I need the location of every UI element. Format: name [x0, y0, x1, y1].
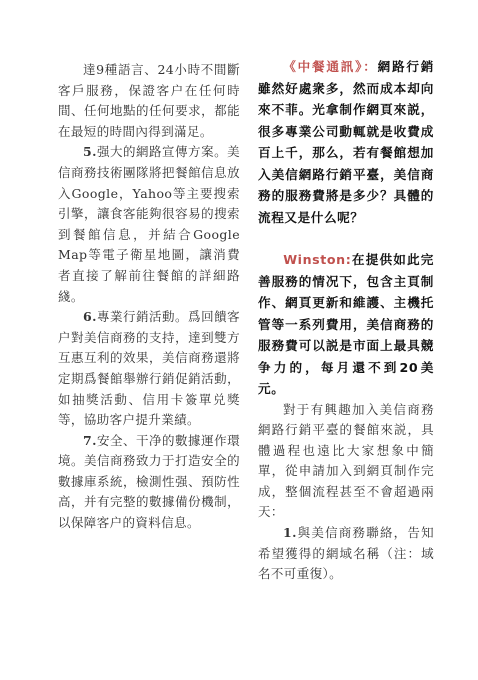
list-item-6-text: 專業行銷活動。爲回饋客户對美信商務的支持，達到雙方互惠互利的效果，美信商務還將定期爲餐館舉辦行銷促銷活動，如抽獎活動、信用卡簽單兑獎等，協助客户提升業績。 — [58, 309, 240, 428]
list-item-5-text: 强大的網路宣傳方案。美信商務技術團隊將把餐館信息放入Google，Yahoo等主要搜索引擎，讓食客能夠很容易的搜索到餐館信息，并結合Google Map等電子衛星地圖，讓消費者直接了解前往餐館的詳細路綫。 — [58, 144, 240, 304]
left-column — [58, 60, 240, 534]
step-1-text: 與美信商務聯絡，告知希望獲得的網域名稱（注：域名不可重復）。 — [258, 525, 434, 582]
paragraph-service-text: 達9種語言、24小時不間斷客戶服務，保證客户在任何時間、任何地點的任何要求，都能在最短的時間內得到滿足。 — [58, 62, 240, 139]
list-item-7-number: 7. — [83, 432, 97, 448]
list-item-6 — [58, 307, 240, 431]
list-item-5 — [58, 142, 240, 307]
question-text: 網路行銷雖然好處衆多，然而成本却向來不菲。光拿制作網頁來説，很多專業公司動輒就是收費成百上千，那么，若有餐館想加入美信網路行銷平臺，美信商務的服務費將是多少？具體的流程又是什么呢？ — [258, 59, 434, 225]
question-colon: ： — [363, 59, 378, 74]
step-1-number: 1. — [283, 525, 297, 541]
paragraph-gap — [258, 228, 434, 249]
paragraph-join-process-text: 對于有興趣加入美信商務網路行銷平臺的餐館來説，具體過程也遠比大家想象中簡單，從申請加入到網頁制作完成，整個流程甚至不會超過兩天： — [258, 401, 434, 520]
list-item-5-number: 5. — [83, 144, 97, 160]
question-source: 《中餐通訊》 — [283, 59, 364, 74]
step-1 — [258, 523, 434, 585]
list-item-6-number: 6. — [83, 309, 97, 325]
interview-question — [258, 56, 434, 228]
paragraph-join-process — [258, 400, 434, 524]
paragraph-service — [58, 60, 240, 142]
answer-speaker: Winston: — [283, 252, 352, 267]
right-column — [258, 56, 434, 585]
answer-text: 在提供如此完善服務的情况下，包含主頁制作、網頁更新和維護、主機托管等一系列費用，美信商務的服務費可以説是市面上最具競争力的，每月還不到20美元。 — [258, 252, 434, 396]
list-item-7 — [58, 431, 240, 534]
list-item-7-text: 安全、干净的數據運作環境。美信商務致力于打造安全的數據庫系統，檢測性强、預防性高，并有完整的數據備份機制，以保障客户的資料信息。 — [58, 432, 240, 531]
interview-answer — [258, 249, 434, 400]
